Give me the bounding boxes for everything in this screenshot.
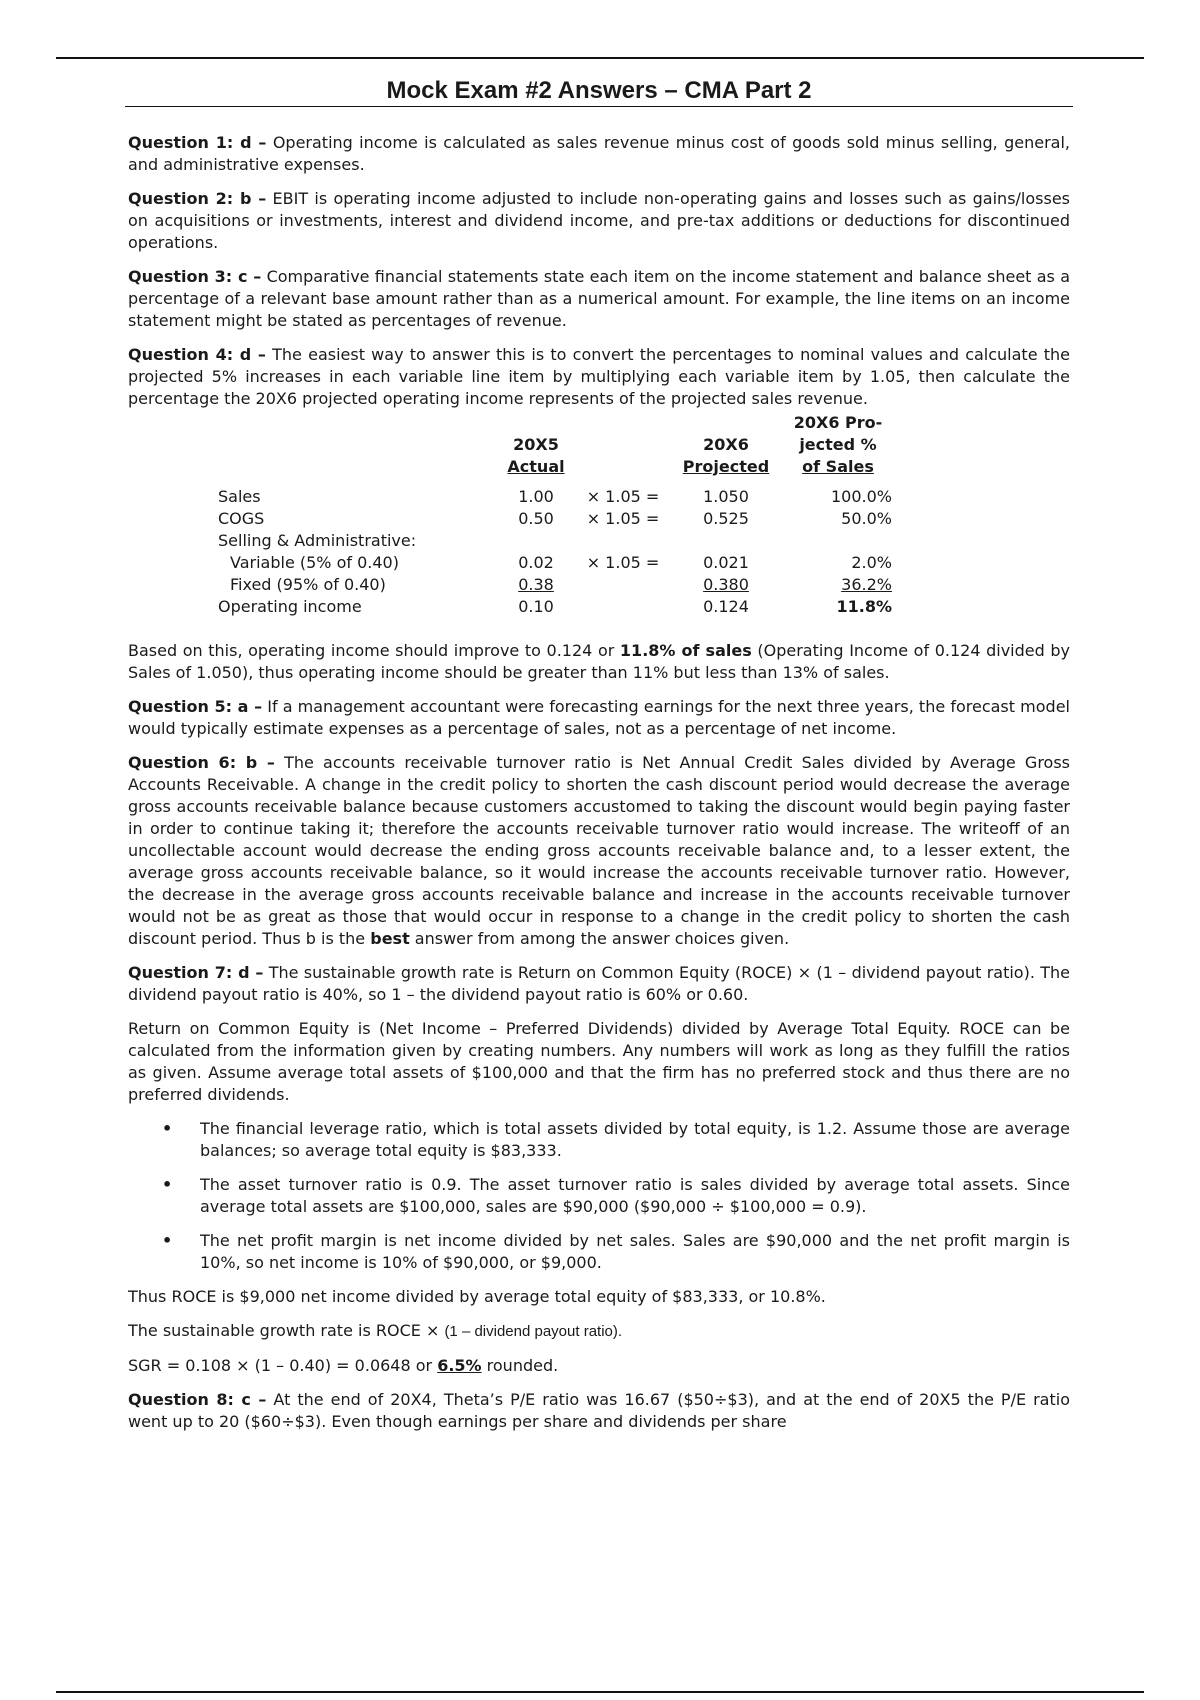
- hdr-pct-line1: 20X6 Pro-: [793, 413, 883, 432]
- hdr-projected: [676, 412, 776, 478]
- answer-q4: [128, 344, 1070, 410]
- calc-row-sales: Sales 1.00 × 1.05 = 1.050 100.0%: [218, 487, 892, 506]
- q2-text: EBIT is operating income adjusted to include non-operating gains and losses such as gains/losses on acquisitions or investments, interest and dividend income, and pre-tax additions or deductions for discontinued operations.: [128, 189, 1071, 252]
- top-rule: [56, 57, 1144, 59]
- answer-q5: [128, 696, 1070, 740]
- q8-label: Question 8: c –: [128, 1390, 267, 1409]
- q8-text: At the end of 20X4, Theta’s P/E ratio was 16.67 ($50÷$3), and at the end of 20X5 the P/E ratio went up to 20 ($60÷$3). Even though earnings per share and dividends per share: [128, 1390, 1070, 1431]
- q7-roce-result: Thus ROCE is $9,000 net income divided by average total equity of $83,333, or 10.8%.: [128, 1287, 826, 1306]
- q4-conclusion: Based on this, operating income should improve to 0.124 or 11.8% of sales (Operating Income of 0.124 divided by Sales of 1.050), thus operating income should be greater than 11% but less than 13% of sales.: [128, 641, 1071, 682]
- q7-sgr-calculation: SGR = 0.108 × (1 – 0.40) = 0.0648 or 6.5% rounded.: [128, 1356, 559, 1375]
- q7-bullet: • The financial leverage ratio, which is total assets divided by total equity, is 1.2. Assume those are average balances; so average total equity is $83,333.: [200, 1118, 1070, 1162]
- hdr-projected-top: 20X6: [703, 435, 749, 454]
- calc-row-sga: Selling & Administrative:: [218, 531, 417, 550]
- answer-q6: Question 6: b – The accounts receivable turnover ratio is Net Annual Credit Sales divided by Average Gross Accounts Receivable. A change in the credit policy to shorten the cash discount period would decrease the average gross accounts receivable balance because customers accustomed to taking the discount would begin paying faster in order to continue taking it; therefore the accounts receivable turnover ratio would increase. The writeoff of an uncollectable account would decrease the ending gross accounts receivable balance and, to a lesser extent, the average gross accounts receivable balance, so it would increase the accounts receivable turnover ratio. However, the decrease in the average gross accounts receivable balance and increase in the accounts receivable turnover would not be as great as those that would occur in response to a change in the credit policy to shorten the cash discount period. Thus b is the best answer from among the answer choices given.: [128, 753, 1071, 948]
- q4-label: Question 4: d –: [128, 345, 266, 364]
- q4-text: The easiest way to answer this is to convert the percentages to nominal values and calculate the projected 5% increases in each variable line item by multiplying each variable item by 1.05, then calculate the percentage the 20X6 projected operating income represents of the projected sales revenue.: [128, 345, 1071, 408]
- page-title: Mock Exam #2 Answers – CMA Part 2: [125, 76, 1073, 107]
- hdr-projected-bottom: Projected: [682, 457, 770, 476]
- q6-text: The accounts receivable turnover ratio is Net Annual Credit Sales divided by Average Gross Accounts Receivable. A change in the credit policy to shorten the cash discount period would decrease the average gross accounts receivable balance because customers accustomed to taking the discount would begin paying faster in order to continue taking it; therefore the accounts receivable turnover ratio would increase. The writeoff of an uncollectable account would decrease the ending gross accounts receivable balance and, to a lesser extent, the average gross accounts receivable balance, so it would increase the accounts receivable turnover ratio. However, the decrease in the average gross accounts receivable balance and increase in the accounts receivable turnover would not be as great as those that would occur in response to a change in the credit policy to shorten the cash discount period. Thus b is the: [128, 753, 1071, 948]
- q5-label: Question 5: a –: [128, 697, 263, 716]
- hdr-actual: [502, 412, 570, 478]
- q6-label: Question 6: b –: [128, 753, 275, 772]
- q7-roce-paragraph: Return on Common Equity is (Net Income – Preferred Dividends) divided by Average Total Equity. ROCE can be calculated from the information given by creating numbers. Any numbers will work as long as they fulfill the ratios as given. Assume average total assets of $100,000 and that the firm has no preferred stock and thus there are no preferred dividends.: [128, 1019, 1070, 1104]
- hdr-pct: [776, 412, 900, 478]
- answer-q7: [128, 962, 1070, 1006]
- q7-bullet-list: [128, 1118, 1070, 1274]
- calc-row-operating-income: Operating income 0.10 0.124 11.8%: [218, 597, 892, 616]
- hdr-pct-line3: of Sales: [802, 457, 874, 476]
- q3-label: Question 3: c –: [128, 267, 262, 286]
- calc-row-fixed: Fixed (95% of 0.40) 0.38 0.380 36.2%: [230, 575, 892, 594]
- q3-text: Comparative financial statements state each item on the income statement and balance sheet as a percentage of a relevant base amount rather than as a numerical amount. For example, the line items on an income statement might be stated as percentages of revenue.: [128, 267, 1071, 330]
- answers-body: [128, 132, 1070, 1445]
- calc-header-row: [218, 412, 900, 478]
- q4-calc-table: [218, 412, 900, 618]
- q2-label: Question 2: b –: [128, 189, 267, 208]
- answer-q2: [128, 188, 1070, 254]
- q1-label: Question 1: d –: [128, 133, 267, 152]
- q7-bullet: • The net profit margin is net income divided by net sales. Sales are $90,000 and the net profit margin is 10%, so net income is 10% of $90,000, or $9,000.: [200, 1230, 1070, 1274]
- answer-q3: [128, 266, 1070, 332]
- answer-q1: [128, 132, 1070, 176]
- q7-text: The sustainable growth rate is Return on Common Equity (ROCE) × (1 – dividend payout ratio). The dividend payout ratio is 40%, so 1 – the dividend payout ratio is 60% or 0.60.: [128, 963, 1071, 1004]
- q5-text: If a management accountant were forecasting earnings for the next three years, the forecast model would typically estimate expenses as a percentage of sales, not as a percentage of net income.: [128, 697, 1070, 738]
- q7-label: Question 7: d –: [128, 963, 264, 982]
- q7-sgr-definition: The sustainable growth rate is ROCE × (1 – dividend payout ratio).: [128, 1321, 623, 1340]
- hdr-actual-top: 20X5: [513, 435, 559, 454]
- calc-row-cogs: COGS 0.50 × 1.05 = 0.525 50.0%: [218, 509, 892, 528]
- q1-text: Operating income is calculated as sales revenue minus cost of goods sold minus selling, general, and administrative expenses.: [128, 133, 1070, 174]
- bottom-rule: [56, 1691, 1144, 1693]
- calc-row-variable: Variable (5% of 0.40) 0.02 × 1.05 = 0.021 2.0%: [230, 553, 892, 572]
- hdr-pct-line2: jected %: [799, 435, 877, 454]
- answer-q8: [128, 1389, 1070, 1433]
- q7-bullet: • The asset turnover ratio is 0.9. The asset turnover ratio is sales divided by average total assets. Since average total assets are $100,000, sales are $90,000 ($90,000 ÷ $100,000 = 0.9).: [200, 1174, 1070, 1218]
- hdr-actual-bottom: Actual: [507, 457, 565, 476]
